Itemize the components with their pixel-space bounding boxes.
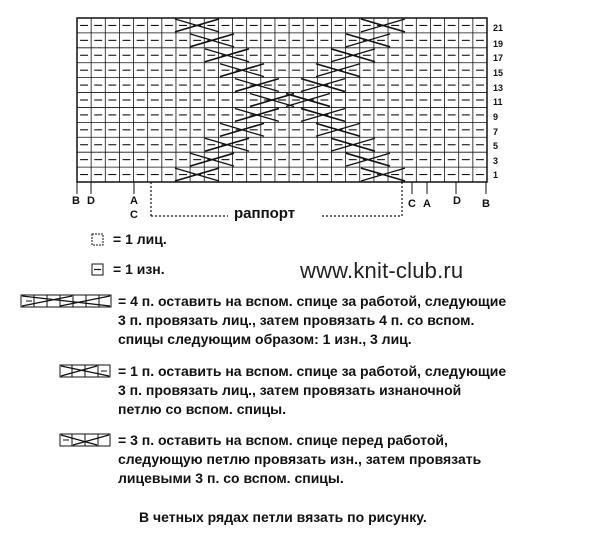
row-number: 7 [493, 127, 499, 137]
rapport-label: раппорт [230, 205, 299, 222]
marker-label-d-left: D [87, 195, 95, 207]
row-number: 5 [493, 141, 499, 151]
legend-line: = 4 п. оставить на вспом. спице за работой, следующие [118, 293, 507, 309]
row-number: 3 [493, 156, 499, 166]
marker-label-a-left: A [130, 195, 138, 207]
marker-label-b-right: B [482, 198, 490, 210]
legend-line: петлю со вспом. спицы. [118, 401, 286, 417]
marker-label-c-left: C [130, 209, 138, 221]
marker-label-b-left: B [72, 195, 80, 207]
knit-stitch-icon [91, 233, 105, 247]
legend-line: лицевыми 3 п. со вспом. спицы. [118, 470, 344, 486]
row-number: 19 [493, 39, 504, 49]
row-number: 21 [493, 23, 504, 33]
legend-line: = 1 п. оставить на вспом. спице за работой, следующие [118, 363, 507, 379]
row-number: 1 [493, 170, 499, 180]
cable-3-1-front-icon [59, 433, 111, 447]
legend-line: следующую петлю провязать изн., затем провязать [118, 451, 482, 467]
legend-line: = 3 п. оставить на вспом. спице перед работой, [118, 432, 448, 448]
marker-label-c-right: C [408, 198, 416, 210]
row-number: 9 [493, 112, 499, 122]
legend-purl-text: = 1 изн. [113, 261, 165, 277]
legend-cable-1-3-text [118, 362, 506, 419]
row-number: 11 [493, 97, 503, 107]
legend-line: спицы следующим образом: 1 изн., 3 лиц. [118, 331, 412, 347]
cable-4-3-left-icon [20, 294, 112, 308]
even-rows-note: В четных рядах петли вязать по рисунку. [139, 509, 427, 525]
marker-label-a-right: A [423, 198, 431, 210]
row-number: 17 [493, 53, 504, 63]
chart-grid [77, 18, 487, 182]
legend-line: 3 п. провязать лиц., затем провязать изнаночной [118, 382, 462, 398]
legend-knit-text: = 1 лиц. [113, 231, 167, 247]
row-number: 13 [493, 83, 504, 93]
legend-cable-4-3-text [118, 292, 506, 349]
legend-cable-3-1-text [118, 431, 481, 488]
legend-line: 3 п. провязать лиц., затем провязать 4 п. со вспом. [118, 312, 475, 328]
cable-1-3-back-icon [59, 364, 111, 378]
purl-stitch-icon [91, 263, 105, 277]
watermark-url: www.knit-club.ru [300, 258, 464, 283]
row-number: 15 [493, 68, 504, 78]
marker-label-d-right: D [453, 195, 461, 207]
